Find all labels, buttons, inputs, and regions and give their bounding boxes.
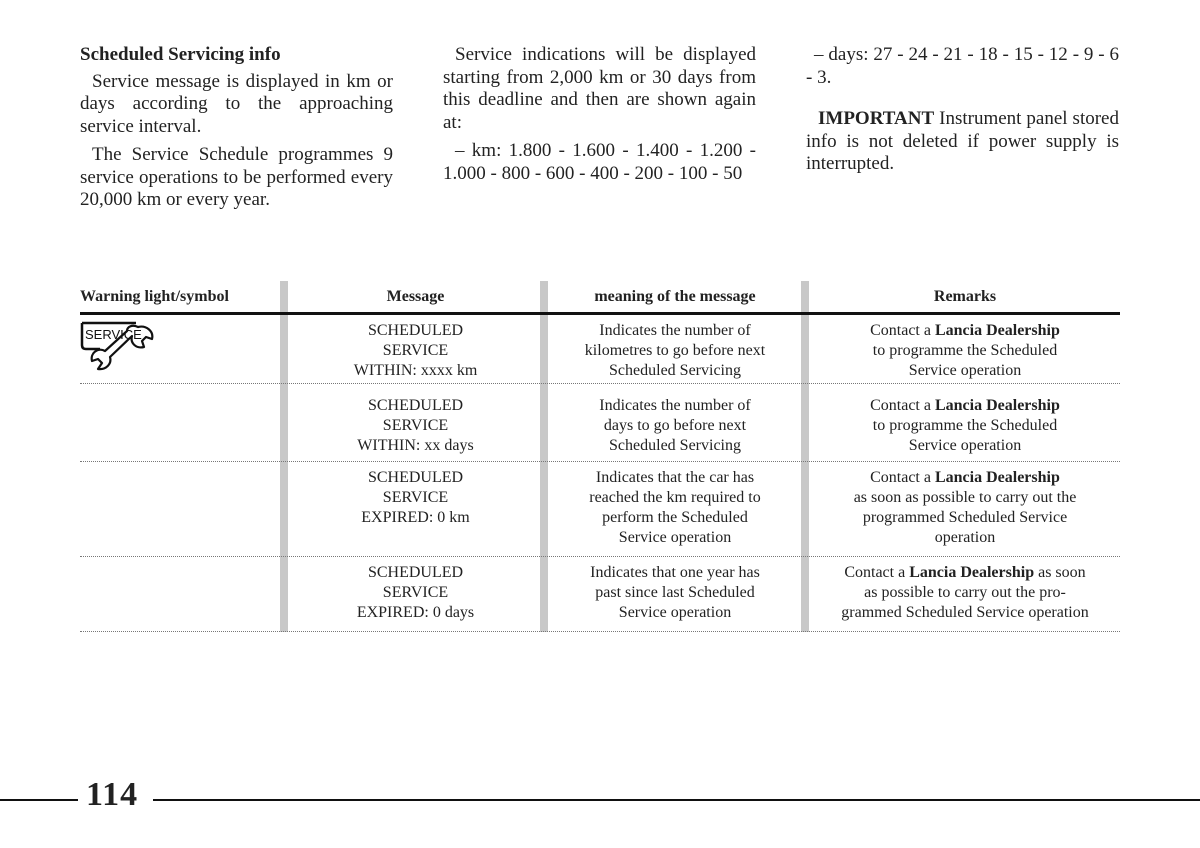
remarks-line: Contact a Lancia Dealership bbox=[870, 322, 1060, 339]
dealer-name: Lancia Dealership bbox=[934, 397, 1060, 414]
meaning-line: reached the km required to bbox=[589, 489, 761, 506]
message-line: WITHIN: xxxx km bbox=[353, 362, 478, 379]
meaning-line: Scheduled Servicing bbox=[609, 437, 741, 454]
page-number: 114 bbox=[86, 776, 139, 813]
remarks-line: Service operation bbox=[908, 437, 1022, 454]
remarks-cell bbox=[810, 321, 1120, 381]
paragraph-service-message: Service message is displayed in km or days according to the approaching service interval. bbox=[80, 70, 393, 137]
message-line: SERVICE bbox=[382, 417, 449, 434]
important-text: Instrument panel stored info is not deleted if power supply is interrupted. bbox=[806, 108, 1119, 174]
remarks-line: as possible to carry out the pro- bbox=[864, 584, 1066, 601]
message-line: SERVICE bbox=[382, 584, 449, 601]
column-3 bbox=[806, 44, 1119, 176]
message-cell bbox=[291, 396, 540, 456]
remarks-line: Service operation bbox=[908, 362, 1022, 379]
service-icon-label: SERVICE bbox=[85, 327, 142, 342]
days-list: – days: 27 - 24 - 21 - 18 - 15 - 12 - 9 - 6 - 3. bbox=[806, 44, 1119, 88]
important-note bbox=[806, 108, 1119, 176]
header-message: Message bbox=[386, 288, 445, 305]
remarks-line: programmed Scheduled Service bbox=[862, 509, 1068, 526]
header-warning-light: Warning light/symbol bbox=[80, 288, 229, 305]
message-line: SCHEDULED bbox=[367, 469, 464, 486]
km-list: – km: 1.800 - 1.600 - 1.400 - 1.200 - 1.000 - 800 - 600 - 400 - 200 - 100 - 50 bbox=[443, 140, 756, 184]
dealer-name: Lancia Dealership bbox=[934, 322, 1060, 339]
service-table bbox=[80, 281, 1120, 621]
remarks-cell bbox=[810, 396, 1120, 456]
paragraph-service-schedule: The Service Schedule programmes 9 service operations to be performed every 20,000 km or every year. bbox=[80, 144, 393, 210]
remarks-cell bbox=[810, 468, 1120, 548]
table-header bbox=[80, 281, 1120, 313]
meaning-cell bbox=[549, 563, 801, 623]
message-line: EXPIRED: 0 days bbox=[356, 604, 475, 621]
meaning-line: Scheduled Servicing bbox=[609, 362, 741, 379]
remarks-line: to programme the Scheduled bbox=[872, 342, 1058, 359]
remarks-line: as soon as possible to carry out the bbox=[853, 489, 1077, 506]
remarks-line: to programme the Scheduled bbox=[872, 417, 1058, 434]
remarks-line: grammed Scheduled Service operation bbox=[841, 604, 1089, 621]
message-line: SERVICE bbox=[382, 342, 449, 359]
meaning-line: Indicates that one year has bbox=[590, 564, 760, 581]
table-row bbox=[80, 557, 1120, 632]
table-row bbox=[80, 384, 1120, 462]
meaning-line: Service operation bbox=[618, 529, 732, 546]
remarks-line: Contact a Lancia Dealership bbox=[870, 469, 1060, 486]
paragraph-service-indications: Service indications will be displayed starting from 2,000 km or 30 days from this deadline and then are shown again at: bbox=[443, 44, 756, 133]
remarks-line: operation bbox=[934, 529, 996, 546]
meaning-line: Indicates the number of bbox=[599, 397, 751, 414]
important-label: IMPORTANT bbox=[818, 108, 935, 129]
meaning-cell bbox=[549, 396, 801, 456]
meaning-line: Service operation bbox=[618, 604, 732, 621]
message-line: SCHEDULED bbox=[367, 397, 464, 414]
footer-rule-right bbox=[153, 799, 1200, 801]
footer-rule-left bbox=[0, 799, 78, 801]
remarks-cell bbox=[810, 563, 1120, 623]
message-cell bbox=[291, 563, 540, 623]
meaning-line: perform the Scheduled bbox=[602, 509, 748, 526]
meaning-line: Indicates the number of bbox=[599, 322, 751, 339]
remarks-line: Contact a Lancia Dealership as soon bbox=[844, 564, 1086, 581]
dealer-name: Lancia Dealership bbox=[909, 564, 1035, 581]
meaning-line: Indicates that the car has bbox=[595, 469, 755, 486]
meaning-cell bbox=[549, 468, 801, 548]
column-1 bbox=[80, 44, 393, 212]
header-remarks: Remarks bbox=[933, 288, 997, 305]
section-heading: Scheduled Servicing info bbox=[80, 44, 281, 65]
message-line: SERVICE bbox=[382, 489, 449, 506]
table-row bbox=[80, 315, 1120, 384]
message-line: EXPIRED: 0 km bbox=[361, 509, 470, 526]
message-cell bbox=[291, 321, 540, 381]
meaning-line: days to go before next bbox=[603, 417, 747, 434]
dealer-name: Lancia Dealership bbox=[934, 469, 1060, 486]
meaning-line: kilometres to go before next bbox=[584, 342, 766, 359]
message-line: SCHEDULED bbox=[367, 564, 464, 581]
column-2 bbox=[443, 44, 756, 185]
header-meaning: meaning of the message bbox=[594, 288, 756, 305]
table-row bbox=[80, 462, 1120, 557]
meaning-cell bbox=[549, 321, 801, 381]
message-cell bbox=[291, 468, 540, 528]
message-line: SCHEDULED bbox=[367, 322, 464, 339]
remarks-line: Contact a Lancia Dealership bbox=[870, 397, 1060, 414]
meaning-line: past since last Scheduled bbox=[595, 584, 755, 601]
message-line: WITHIN: xx days bbox=[357, 437, 474, 454]
